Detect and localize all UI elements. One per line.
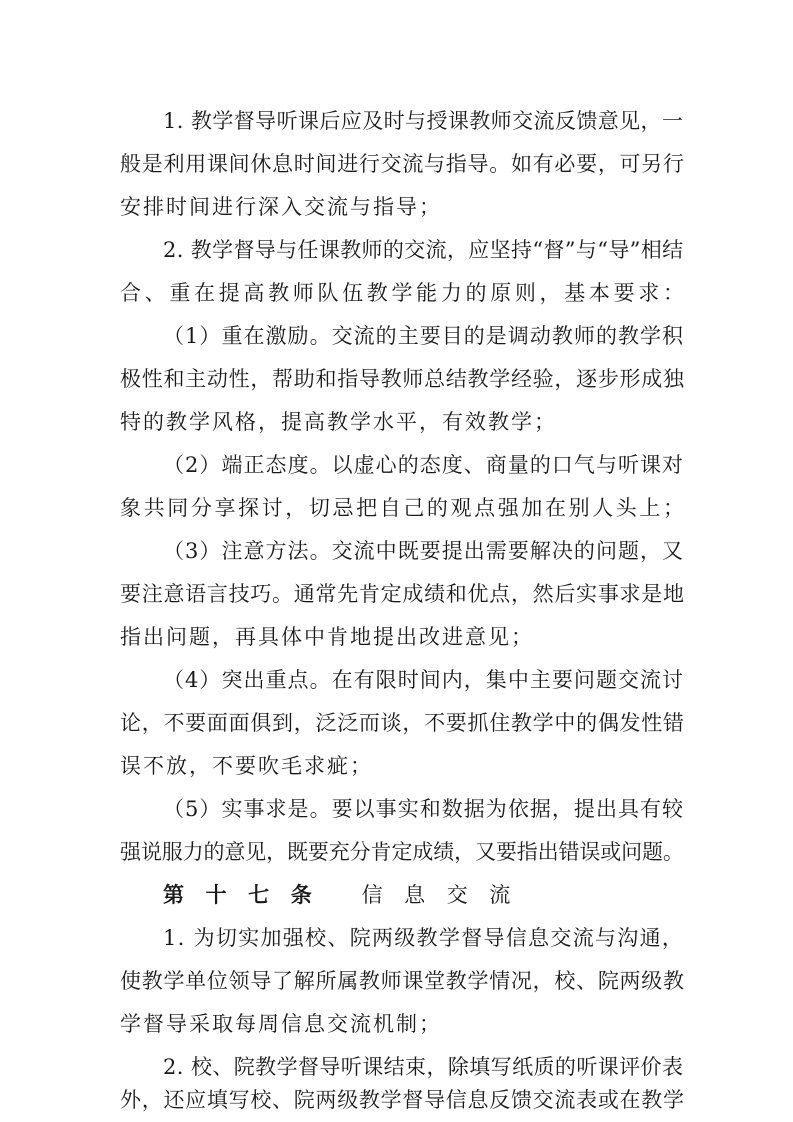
text-line: （4）突出重点。在有限时间内，集中主要问题交流讨 [163, 668, 685, 692]
text-line: （1）重在激励。交流的主要目的是调动教师的教学积 [163, 324, 685, 348]
text-line: （2）端正态度。以虚心的态度、商量的口气与听课对 [163, 453, 685, 477]
text-line: 2. 教学督导与任课教师的交流，应坚持“督”与“导”相结 [163, 238, 684, 262]
text-line: 般是利用课间休息时间进行交流与指导。如有必要，可另行 [120, 152, 685, 176]
article-title: 信息交流 [333, 883, 532, 907]
text-line: 极性和主动性，帮助和指导教师总结教学经验，逐步形成独 [120, 367, 685, 391]
text-line: 特的教学风格，提高教学水平，有效教学； [120, 410, 557, 434]
text-line: 学督导采取每周信息交流机制； [120, 1012, 442, 1036]
text-line: （3）注意方法。交流中既要提出需要解决的问题，又 [163, 539, 685, 563]
article-heading [163, 875, 683, 915]
text-line: 论，不要面面俱到，泛泛而谈，不要抓住教学中的偶发性错 [120, 711, 685, 735]
text-line: 使教学单位领导了解所属教师课堂教学情况，校、院两级教 [120, 969, 685, 993]
text-line: （5）实事求是。要以事实和数据为依据，提出具有较 [163, 797, 685, 821]
text-line: 安排时间进行深入交流与指导； [120, 195, 442, 219]
text-line: 要注意语言技巧。通常先肯定成绩和优点，然后实事求是地 [120, 582, 685, 606]
text-line: 象共同分享探讨，切忌把自己的观点强加在别人头上； [120, 496, 687, 520]
text-line: 误不放，不要吹毛求疵； [120, 754, 373, 778]
text-line: 合、重在提高教师队伍教学能力的原则，基本要求： [120, 281, 688, 305]
text-line: 外，还应填写校、院两级教学督导信息反馈交流表或在教学 [120, 1088, 685, 1112]
text-line: 1. 教学督导听课后应及时与授课教师交流反馈意见，一 [163, 109, 684, 133]
text-line: 2. 校、院教学督导听课结束，除填写纸质的听课评价表 [163, 1055, 684, 1079]
text-line: 1. 为切实加强校、院两级教学督导信息交流与沟通， [163, 926, 685, 950]
article-number: 第十七条 [163, 882, 334, 907]
text-line: 指出问题，再具体中肯地提出改进意见； [120, 625, 534, 649]
text-line: 强说服力的意见，既要充分肯定成绩，又要指出错误或问题。 [120, 840, 684, 864]
